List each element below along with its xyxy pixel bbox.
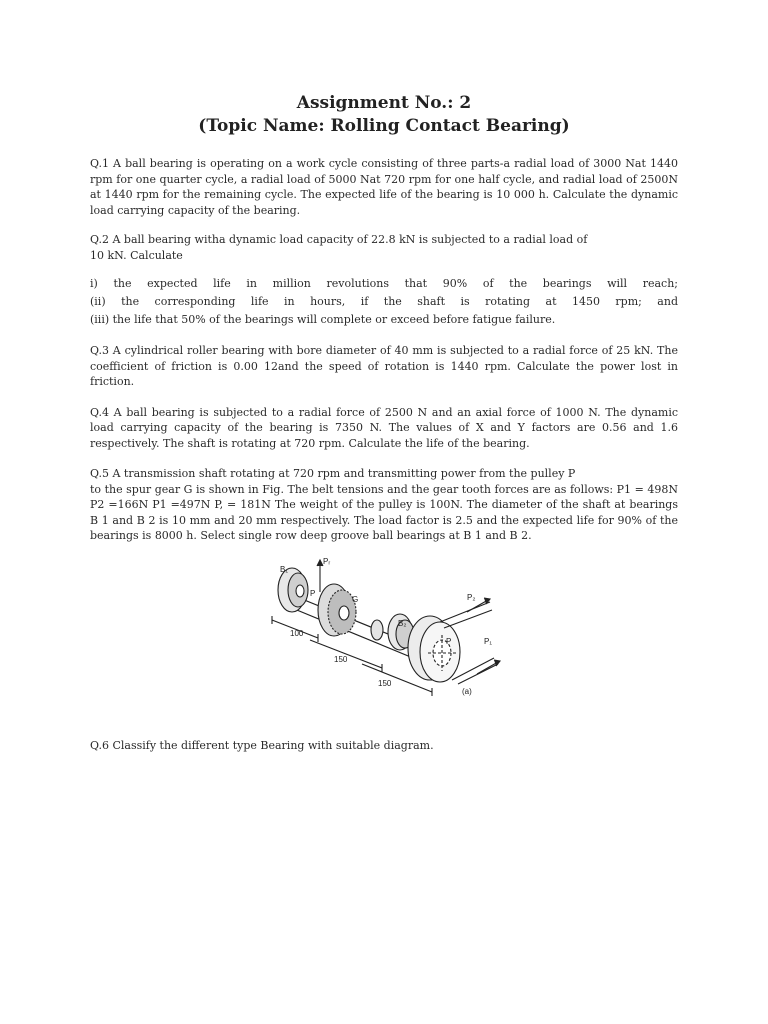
question-3: Q.3 A cylindrical roller bearing with bore diameter of 40 mm is subjected to a radial force of 25 kN. The coefficient of friction is 0.00 12and the speed of rotation is 1440 rpm. Calculate the power lost in friction. bbox=[90, 344, 678, 388]
question-2-option-i: i) the expected life in million revolutions that 90% of the bearings will reach; bbox=[90, 277, 678, 290]
label-p-left: P bbox=[310, 589, 316, 598]
label-p1: P₁ bbox=[484, 637, 493, 646]
label-p: P bbox=[446, 637, 452, 646]
label-b1: B₁ bbox=[280, 565, 289, 574]
dim-label-100: 100 bbox=[290, 629, 304, 638]
label-pr: Pᵣ bbox=[323, 557, 331, 566]
question-2 bbox=[90, 232, 678, 329]
dim-label-150b: 150 bbox=[378, 679, 392, 688]
topic-title: (Topic Name: Rolling Contact Bearing) bbox=[198, 116, 570, 136]
arrow-p1 bbox=[477, 662, 498, 674]
label-g: G bbox=[352, 595, 359, 604]
shaft-pulley-gear-figure bbox=[262, 540, 502, 700]
question-5-line-1: Q.5 A transmission shaft rotating at 720 rpm and transmitting power from the pulley P bbox=[90, 467, 576, 480]
question-2-line-2: 10 kN. Calculate bbox=[90, 248, 183, 262]
question-5-body: to the spur gear G is shown in Fig. The belt tensions and the gear tooth forces are as follows: P1 = 498N P2 =166N P1 =497N P, = 181N The weight of the pulley is 100N. The diameter of the shaft at bearings B 1 and B 2 is 10 mm and 20 mm respectively. The load factor is 2.5 and the expected life for 90% of the bearings is 8000 h. Select single row deep groove ball bearings at B 1 and B 2. bbox=[90, 482, 678, 542]
question-2-option-iii: (iii) the life that 50% of the bearings will complete or exceed before fatigue failure. bbox=[90, 313, 556, 326]
label-p2: P₂ bbox=[467, 593, 476, 602]
question-1: Q.1 A ball bearing is operating on a work cycle consisting of three parts-a radial load of 3000 Nat 1440 rpm for one quarter cycle, a radial load of 5000 Nat 720 rpm for one half cycle, and radial load of 2500N at 1440 rpm for the remaining cycle. The expected life of the bearing is 10 000 h. Calculate the dynamic load carrying capacity of the bearing. bbox=[90, 157, 678, 217]
question-6: Q.6 Classify the different type Bearing with suitable diagram. bbox=[90, 739, 434, 752]
question-4: Q.4 A ball bearing is subjected to a radial force of 2500 N and an axial force of 1000 N. The dynamic load carrying capacity of the bearing is 7350 N. The values of X and Y factors are 0.56 and 1.6 respectively. The shaft is rotating at 720 rpm. Calculate the life of the bearing. bbox=[90, 405, 678, 450]
label-b2: B₂ bbox=[398, 619, 407, 628]
question-5 bbox=[90, 466, 678, 544]
dim-label-150a: 150 bbox=[334, 655, 348, 664]
assignment-title: Assignment No.: 2 bbox=[296, 93, 472, 113]
figure-caption: (a) bbox=[462, 687, 472, 696]
question-2-line-1: Q.2 A ball bearing witha dynamic load capacity of 22.8 kN is subjected to a radial load of bbox=[90, 233, 588, 246]
question-2-option-ii: (ii) the corresponding life in hours, if the shaft is rotating at 1450 rpm; and bbox=[90, 295, 678, 308]
question-2-options bbox=[90, 275, 678, 329]
